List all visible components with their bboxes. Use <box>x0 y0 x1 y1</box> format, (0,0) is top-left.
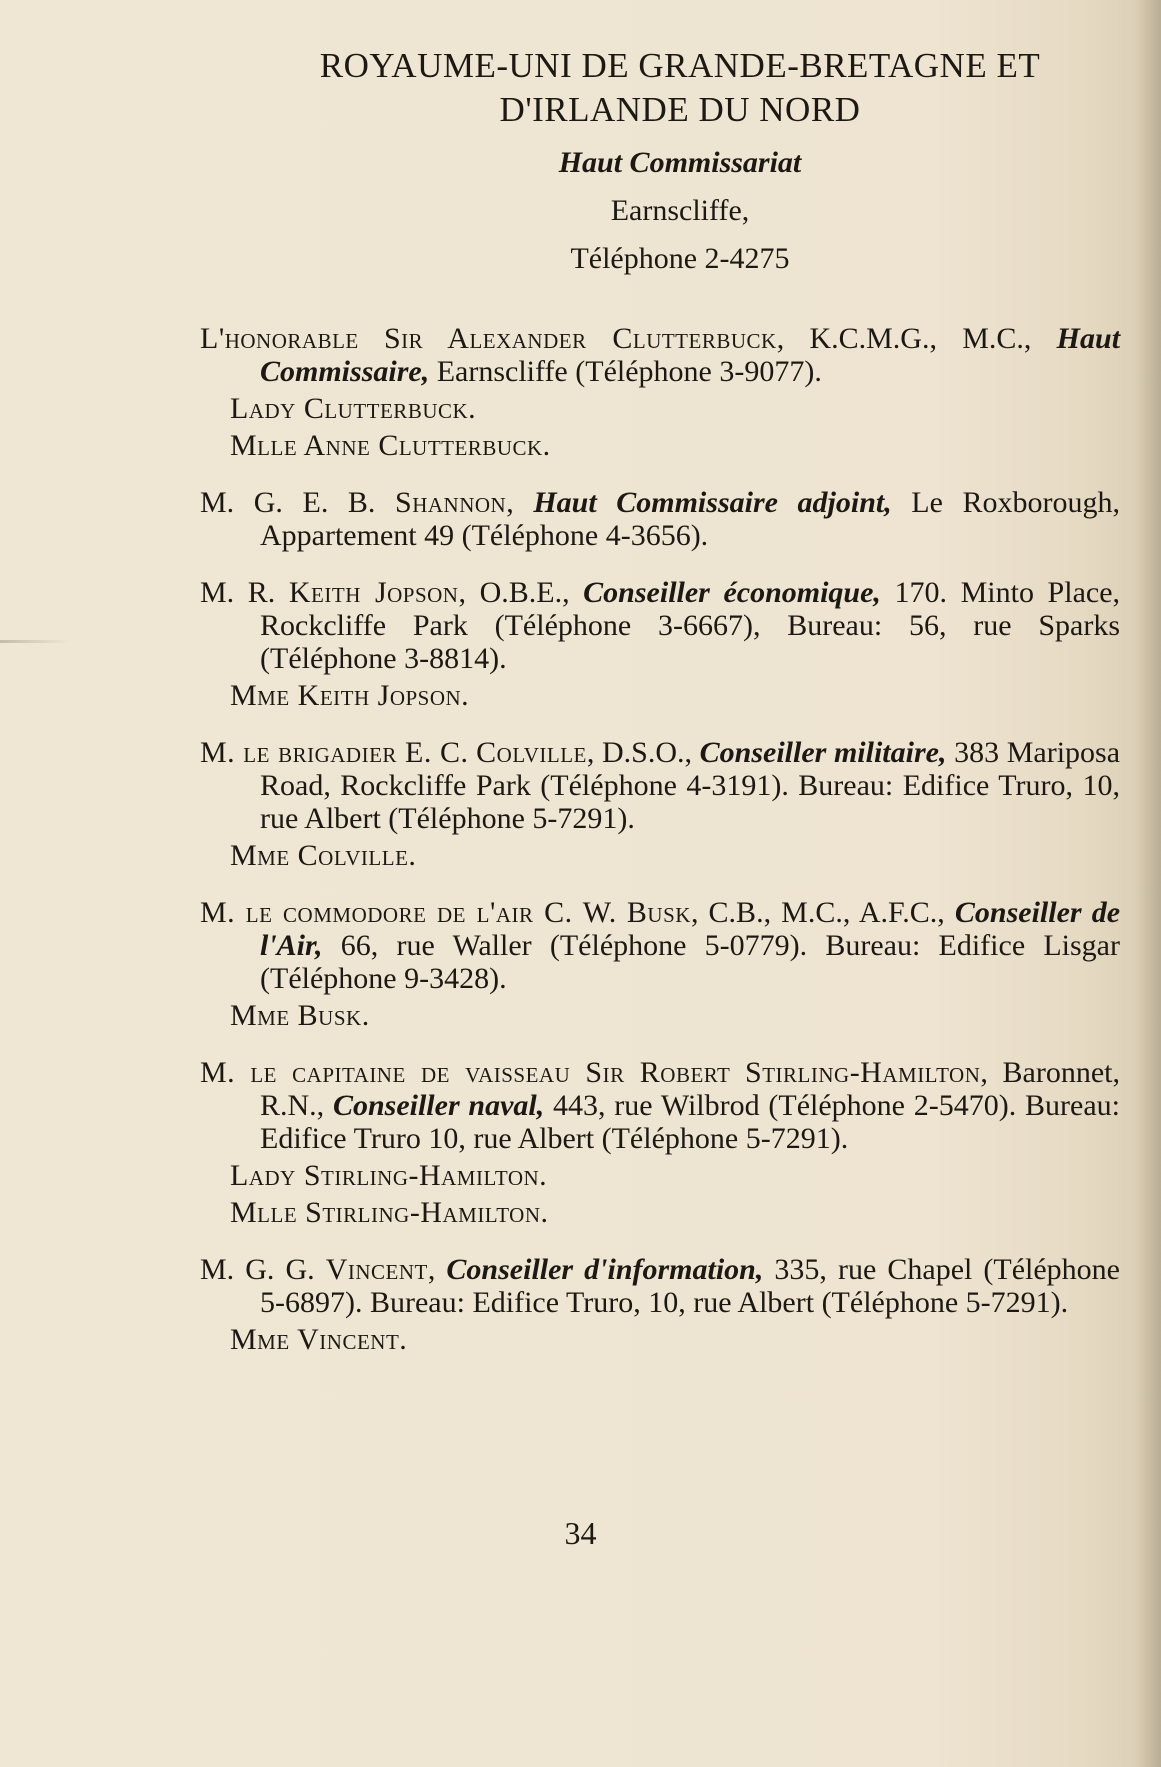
staff-entry-text <box>200 1056 1120 1155</box>
family-member: Mme Keith Jopson. <box>230 679 470 712</box>
staff-entry-text <box>200 736 1120 835</box>
staff-entry <box>200 486 1120 552</box>
entry-name: Colville <box>476 736 587 769</box>
entry-name: Busk <box>626 896 691 929</box>
page-content <box>200 44 1120 1380</box>
entry-title: Conseiller d'information, <box>446 1253 764 1286</box>
entry-credentials: , O.B.E., <box>458 576 584 609</box>
entry-title: Conseiller économique, <box>583 576 881 609</box>
staff-entry-text <box>200 896 1120 995</box>
family-member: Mme Vincent. <box>230 1323 408 1356</box>
entry-title: Haut Commissaire, <box>260 322 1121 388</box>
entry-credentials: , Baronnet, R.N., <box>260 1056 1121 1122</box>
entry-credentials: , <box>506 486 534 519</box>
staff-entry <box>200 1253 1120 1356</box>
staff-entry <box>200 1056 1120 1229</box>
staff-entry-text <box>200 486 1120 552</box>
office-telephone: Téléphone 2-4275 <box>570 242 790 275</box>
staff-entry-text <box>200 576 1120 675</box>
entry-name: Sir Alexander Clutterbuck <box>384 322 777 355</box>
entry-credentials: , D.S.O., <box>586 736 700 769</box>
family-member: Lady Clutterbuck. <box>230 392 477 425</box>
entry-details: 66, rue Waller (Téléphone 5-0779). Bureau: Edifice Lisgar (Téléphone 9-3428). <box>260 929 1120 995</box>
entry-name: Stirling-Hamilton <box>745 1056 981 1089</box>
page-number: 34 <box>564 1515 597 1551</box>
staff-entry <box>200 576 1120 712</box>
entry-prefix: M. G. G. <box>200 1253 315 1286</box>
entry-prefix: M. le commodore de l'air C. W. <box>200 896 617 929</box>
entry-name: Vincent <box>325 1253 428 1286</box>
paper-crease <box>0 640 70 643</box>
entry-prefix: M. le brigadier E. C. <box>200 736 469 769</box>
staff-entry <box>200 896 1120 1032</box>
staff-entry <box>200 322 1120 462</box>
family-member: Mme Colville. <box>230 839 417 872</box>
entry-name: Keith Jopson <box>288 576 459 609</box>
staff-list <box>200 322 1120 1356</box>
country-heading-line-2: D'IRLANDE DU NORD <box>499 90 861 129</box>
country-heading <box>240 44 1120 132</box>
family-member: Mlle Anne Clutterbuck. <box>230 429 551 462</box>
staff-entry-text <box>200 322 1120 388</box>
entry-prefix: L'honorable <box>200 322 359 355</box>
entry-prefix: M. R. <box>200 576 276 609</box>
family-member: Mlle Stirling-Hamilton. <box>230 1196 549 1229</box>
entry-credentials: , K.C.M.G., M.C., <box>776 322 1057 355</box>
section-header <box>240 44 1120 276</box>
entry-details: Le Roxborough, Appartement 49 (Téléphone 4-3656). <box>260 486 1121 552</box>
entry-title: Haut Commissaire adjoint, <box>533 486 892 519</box>
entry-details: 383 Mariposa Road, Rockcliffe Park (Téléphone 4-3191). Bureau: Edifice Truro, 10, rue Albert (Téléphone 5-7291). <box>260 736 1121 835</box>
entry-title: Conseiller de l'Air, <box>260 896 1121 962</box>
entry-title: Conseiller militaire, <box>699 736 947 769</box>
family-member: Lady Stirling-Hamilton. <box>230 1159 548 1192</box>
entry-name: Shannon <box>395 486 507 519</box>
entry-details: 170. Minto Place, Rockcliffe Park (Téléphone 3-6667), Bureau: 56, rue Sparks (Téléphone 3-8814). <box>260 576 1121 675</box>
entry-details: Earnscliffe (Téléphone 3-9077). <box>429 355 822 388</box>
page-edge-shadow <box>1135 0 1161 1767</box>
entry-details: 335, rue Chapel (Téléphone 5-6897). Bureau: Edifice Truro, 10, rue Albert (Téléphone 5-7291). <box>260 1253 1120 1319</box>
entry-details: 443, rue Wilbrod (Téléphone 2-5470). Bureau: Edifice Truro 10, rue Albert (Téléphone 5-7291). <box>260 1089 1120 1155</box>
entry-credentials: , <box>427 1253 447 1286</box>
entry-title: Conseiller naval, <box>332 1089 545 1122</box>
entry-prefix: M. G. E. B. <box>200 486 376 519</box>
entry-credentials: , C.B., M.C., A.F.C., <box>690 896 955 929</box>
staff-entry-text <box>200 1253 1120 1319</box>
family-member: Mme Busk. <box>230 999 370 1032</box>
country-heading-line-1: ROYAUME-UNI DE GRANDE-BRETAGNE ET <box>319 46 1041 85</box>
office-address: Earnscliffe, <box>610 194 750 227</box>
entry-prefix: M. le capitaine de vaisseau Sir Robert <box>200 1056 731 1089</box>
office-title: Haut Commissariat <box>558 146 802 179</box>
staff-entry <box>200 736 1120 872</box>
